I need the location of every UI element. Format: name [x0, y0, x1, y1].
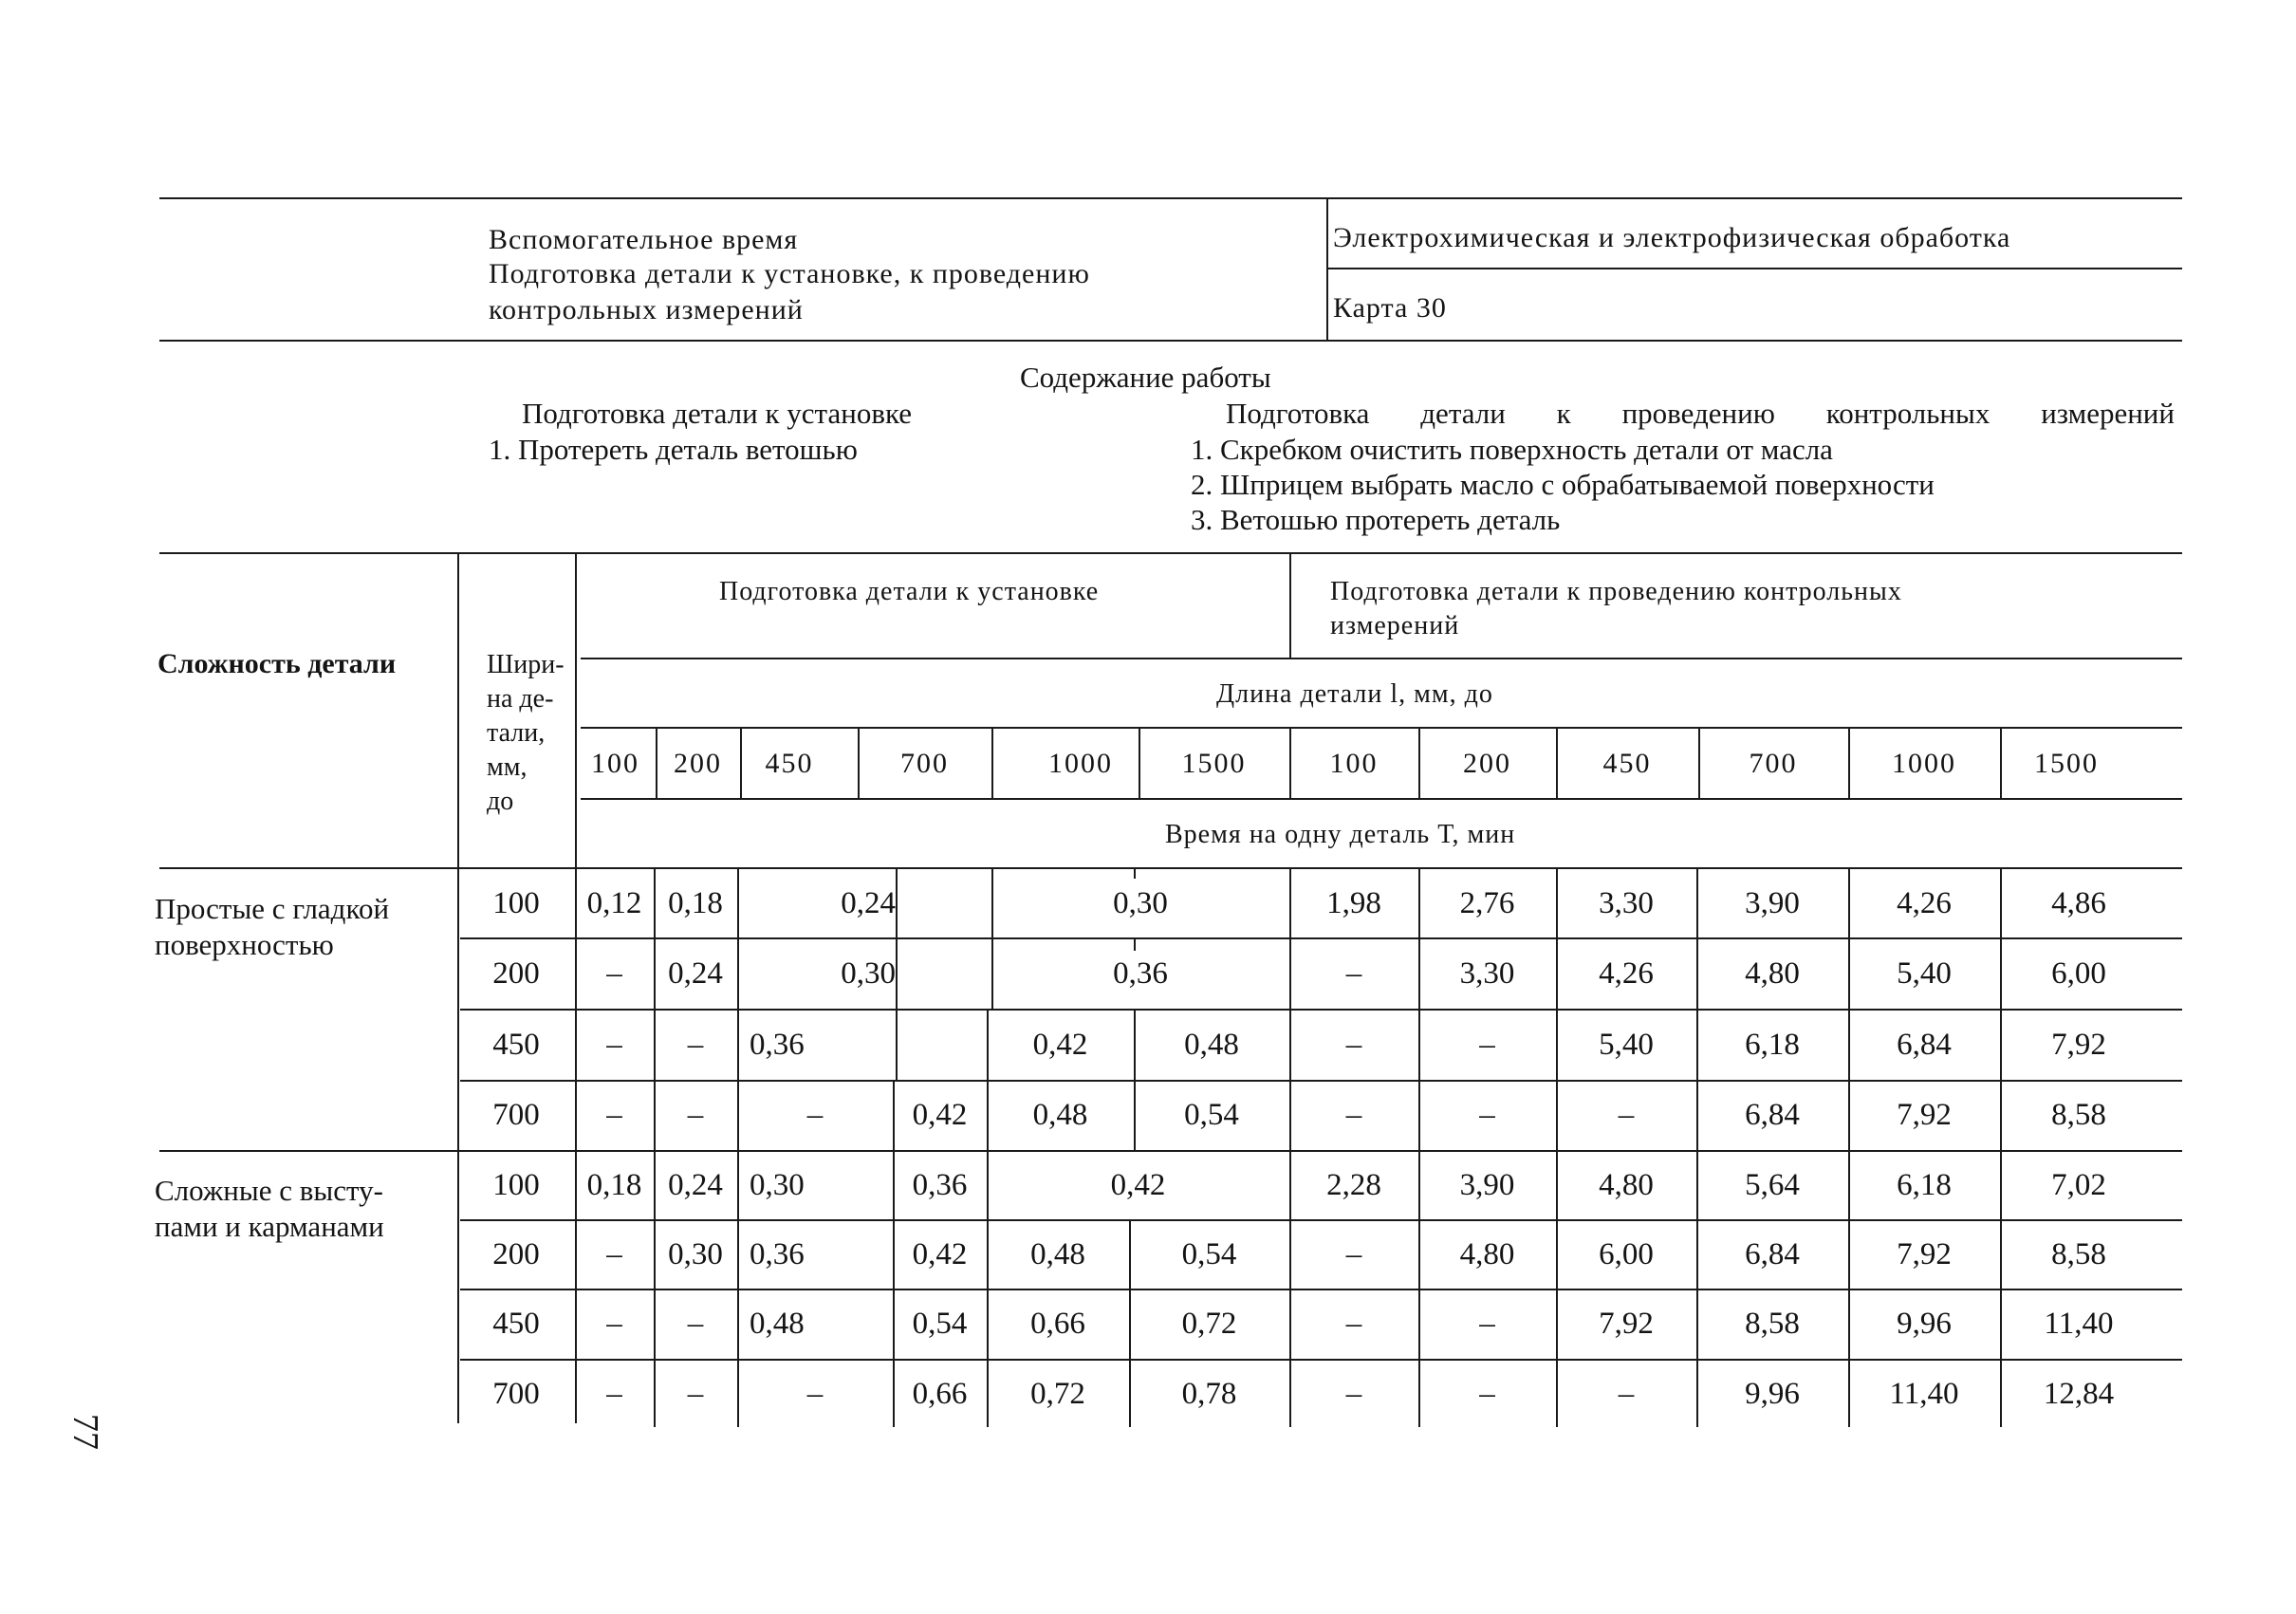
table-cell: 6,84	[1897, 1028, 1952, 1062]
table-cell: 6,00	[1599, 1237, 1654, 1271]
table-cell: –	[806, 1377, 824, 1411]
table-cell: 4,80	[1745, 956, 1800, 991]
table-cell: 12,84	[2043, 1377, 2115, 1411]
table-cell: 7,92	[2051, 1028, 2106, 1062]
table-cell: –	[1345, 1028, 1362, 1062]
table-cell: 0,24	[668, 1168, 723, 1202]
table-cell: 4,80	[1599, 1168, 1654, 1202]
table-cell: 450	[492, 1307, 540, 1341]
table-cell: 2,28	[1326, 1168, 1381, 1202]
table-cell: 9,96	[1745, 1377, 1800, 1411]
table-cell: –	[1479, 1307, 1495, 1341]
install-step-1: 1. Протереть деталь ветошью	[489, 433, 858, 466]
group-install-header: Подготовка детали к установке	[719, 577, 1100, 606]
col-width-header-line4: мм,	[487, 752, 528, 782]
table-cell: 0,12	[586, 886, 642, 920]
table-cell: 5,40	[1897, 956, 1952, 991]
table-cell: 3,30	[1459, 956, 1515, 991]
table-cell: –	[687, 1307, 704, 1341]
table-cell: 8,58	[2051, 1237, 2106, 1271]
table-cell: 0,36	[750, 1028, 805, 1062]
col-width-header	[487, 648, 565, 819]
page-number: 77	[65, 1414, 105, 1450]
table-cell: 4,80	[1459, 1237, 1515, 1271]
table-cell: 0,48	[1032, 1098, 1088, 1132]
table-cell: 200	[492, 1237, 540, 1271]
table-cell: 6,18	[1897, 1168, 1952, 1202]
install-heading: Подготовка детали к установке	[522, 397, 913, 430]
table-cell: –	[806, 1098, 824, 1132]
table-cell: 100	[492, 886, 540, 920]
table-cell: –	[1618, 1098, 1635, 1132]
table-cell: 200	[492, 956, 540, 991]
table-cell: 4,86	[2051, 886, 2106, 920]
control-heading: Подготовка детали к проведению контрольных измерений	[1226, 397, 2175, 430]
control-step-2: 2. Шприцем выбрать масло с обрабатываемой поверхности	[1191, 468, 1935, 501]
table-cell: 0,36	[912, 1168, 968, 1202]
table-cell: –	[606, 956, 622, 991]
col-width-header-line1: Шири-	[487, 650, 565, 679]
time-header: Время на одну деталь Т, мин	[1165, 820, 1516, 849]
table-cell: –	[1345, 1377, 1362, 1411]
table-cell: 3,90	[1459, 1168, 1515, 1202]
table-cell: 0,42	[1110, 1168, 1166, 1202]
table-cell: 0,30	[750, 1168, 805, 1202]
table-cell: 0,72	[1181, 1307, 1237, 1341]
table-cell: 7,92	[1897, 1237, 1952, 1271]
table-cell: 1,98	[1326, 886, 1381, 920]
length-install-200: 200	[674, 748, 722, 779]
table-cell: –	[1345, 1237, 1362, 1271]
length-install-1000: 1000	[1048, 748, 1113, 779]
group-complex-label-line2: пами и карманами	[155, 1210, 384, 1243]
table-cell: 7,92	[1599, 1307, 1654, 1341]
table-cell: 0,54	[1184, 1098, 1239, 1132]
group-simple-label-line1: Простые с гладкой	[155, 892, 390, 925]
content-title: Содержание работы	[1020, 361, 1271, 394]
table-cell: 4,26	[1599, 956, 1654, 991]
table-cell: 0,42	[912, 1237, 968, 1271]
col-width-header-line2: на де-	[487, 684, 554, 714]
length-install-100: 100	[591, 748, 639, 779]
table-cell: 8,58	[1745, 1307, 1800, 1341]
table-cell: 6,18	[1745, 1028, 1800, 1062]
length-control-1500: 1500	[2034, 748, 2099, 779]
table-cell: 0,54	[912, 1307, 968, 1341]
table-cell: 0,18	[586, 1168, 642, 1202]
table-cell: –	[687, 1028, 704, 1062]
table-cell: 8,58	[2051, 1098, 2106, 1132]
table-cell: 3,90	[1745, 886, 1800, 920]
table-cell: 0,54	[1181, 1237, 1237, 1271]
length-install-700: 700	[900, 748, 949, 779]
table-cell: 9,96	[1897, 1307, 1952, 1341]
table-cell: –	[687, 1098, 704, 1132]
col-width-header-line5: до	[487, 787, 514, 816]
table-cell: 2,76	[1459, 886, 1515, 920]
table-cell: 5,40	[1599, 1028, 1654, 1062]
table-cell: 700	[492, 1098, 540, 1132]
table-cell: 0,72	[1030, 1377, 1085, 1411]
table-cell: 450	[492, 1028, 540, 1062]
table-cell: –	[606, 1307, 622, 1341]
section-title: Электрохимическая и электрофизическая обработка	[1333, 222, 2011, 253]
header-title: Вспомогательное время	[489, 224, 799, 255]
table-cell: 0,24	[668, 956, 723, 991]
card-number: Карта 30	[1333, 292, 1447, 324]
table-cell: 0,36	[1113, 956, 1168, 991]
length-header: Длина детали l, мм, до	[1216, 679, 1493, 709]
table-cell: –	[1345, 956, 1362, 991]
table-cell: 5,64	[1745, 1168, 1800, 1202]
table-cell: –	[1479, 1098, 1495, 1132]
table-cell: 11,40	[2044, 1307, 2114, 1341]
col-width-header-line3: тали,	[487, 718, 546, 748]
table-cell: 6,84	[1745, 1098, 1800, 1132]
table-cell: 4,26	[1897, 886, 1952, 920]
table-cell: 0,42	[1032, 1028, 1088, 1062]
header-subtitle-line2: контрольных измерений	[489, 294, 804, 325]
header-subtitle-line1: Подготовка детали к установке, к проведению	[489, 258, 1090, 289]
table-cell: 0,30	[1113, 886, 1168, 920]
table-cell: 0,78	[1181, 1377, 1237, 1411]
table-cell: –	[606, 1377, 622, 1411]
col-complexity-header: Сложность детали	[157, 648, 397, 679]
table-cell: –	[1479, 1028, 1495, 1062]
length-install-1500: 1500	[1181, 748, 1247, 779]
table-cell: 7,02	[2051, 1168, 2106, 1202]
length-install-450: 450	[765, 748, 814, 779]
table-cell: 700	[492, 1377, 540, 1411]
table-cell: –	[1618, 1377, 1635, 1411]
table-cell: –	[687, 1377, 704, 1411]
length-control-100: 100	[1329, 748, 1379, 779]
table-cell: 100	[492, 1168, 540, 1202]
table-cell: 0,36	[750, 1237, 805, 1271]
length-control-200: 200	[1463, 748, 1511, 779]
table-cell: 6,00	[2051, 956, 2106, 991]
table-cell: –	[1345, 1098, 1362, 1132]
table-cell: 0,48	[750, 1307, 805, 1341]
control-step-3: 3. Ветошью протереть деталь	[1191, 503, 1561, 536]
table-cell: –	[606, 1237, 622, 1271]
table-cell: 6,84	[1745, 1237, 1800, 1271]
table-cell: 0,30	[668, 1237, 723, 1271]
group-complex-label-line1: Сложные с высту-	[155, 1174, 383, 1207]
length-control-450: 450	[1602, 748, 1652, 779]
group-control-header-line2: измерений	[1330, 611, 1460, 640]
table-cell: 11,40	[1889, 1377, 1959, 1411]
control-step-1: 1. Скребком очистить поверхность детали от масла	[1191, 433, 1833, 466]
table-cell: 0,24	[841, 886, 896, 920]
table-cell: 0,48	[1184, 1028, 1239, 1062]
table-cell: 0,66	[912, 1377, 968, 1411]
table-cell: 0,42	[912, 1098, 968, 1132]
length-control-700: 700	[1749, 748, 1798, 779]
table-cell: 0,66	[1030, 1307, 1085, 1341]
length-control-1000: 1000	[1892, 748, 1956, 779]
table-cell: –	[1479, 1377, 1495, 1411]
table-cell: 0,30	[841, 956, 896, 991]
group-simple-label-line2: поверхностью	[155, 928, 334, 961]
table-cell: –	[1345, 1307, 1362, 1341]
table-cell: –	[606, 1028, 622, 1062]
table-cell: 3,30	[1599, 886, 1654, 920]
table-cell: 7,92	[1897, 1098, 1952, 1132]
group-control-header-line1: Подготовка детали к проведению контрольных	[1330, 577, 1902, 606]
table-cell: 0,18	[668, 886, 723, 920]
table-cell: –	[606, 1098, 622, 1132]
table-cell: 0,48	[1030, 1237, 1085, 1271]
